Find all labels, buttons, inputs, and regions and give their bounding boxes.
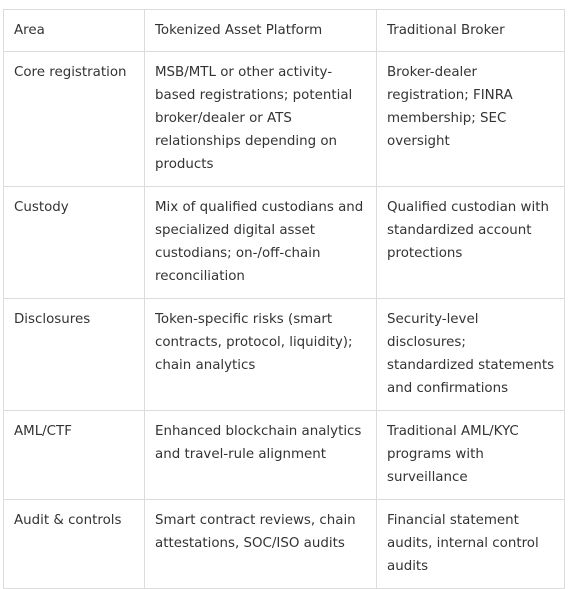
header-area: Area [4, 10, 145, 52]
table-row [4, 500, 565, 589]
cell-tokenized: Smart contract reviews, chain attestations, SOC/ISO audits [145, 500, 377, 589]
comparison-table [3, 9, 565, 589]
cell-traditional: Security-level disclosures; standardized statements and confirmations [377, 299, 565, 411]
cell-tokenized: Token-specific risks (smart contracts, protocol, liquidity); chain analytics [145, 299, 377, 411]
table-row [4, 411, 565, 500]
cell-area: Core registration [4, 52, 145, 187]
cell-area: Custody [4, 187, 145, 299]
comparison-table-container [3, 9, 565, 589]
cell-traditional: Financial statement audits, internal control audits [377, 500, 565, 589]
table-header-row [4, 10, 565, 52]
cell-tokenized: Mix of qualified custodians and specialized digital asset custodians; on-/off-chain reconciliation [145, 187, 377, 299]
cell-traditional: Qualified custodian with standardized account protections [377, 187, 565, 299]
header-tokenized-asset-platform: Tokenized Asset Platform [145, 10, 377, 52]
cell-area: AML/CTF [4, 411, 145, 500]
cell-traditional: Broker-dealer registration; FINRA membership; SEC oversight [377, 52, 565, 187]
table-row [4, 52, 565, 187]
table-row [4, 187, 565, 299]
cell-area: Disclosures [4, 299, 145, 411]
header-traditional-broker: Traditional Broker [377, 10, 565, 52]
cell-traditional: Traditional AML/KYC programs with surveillance [377, 411, 565, 500]
cell-tokenized: MSB/MTL or other activity-based registrations; potential broker/dealer or ATS relationships depending on products [145, 52, 377, 187]
cell-area: Audit & controls [4, 500, 145, 589]
table-row [4, 299, 565, 411]
cell-tokenized: Enhanced blockchain analytics and travel-rule alignment [145, 411, 377, 500]
